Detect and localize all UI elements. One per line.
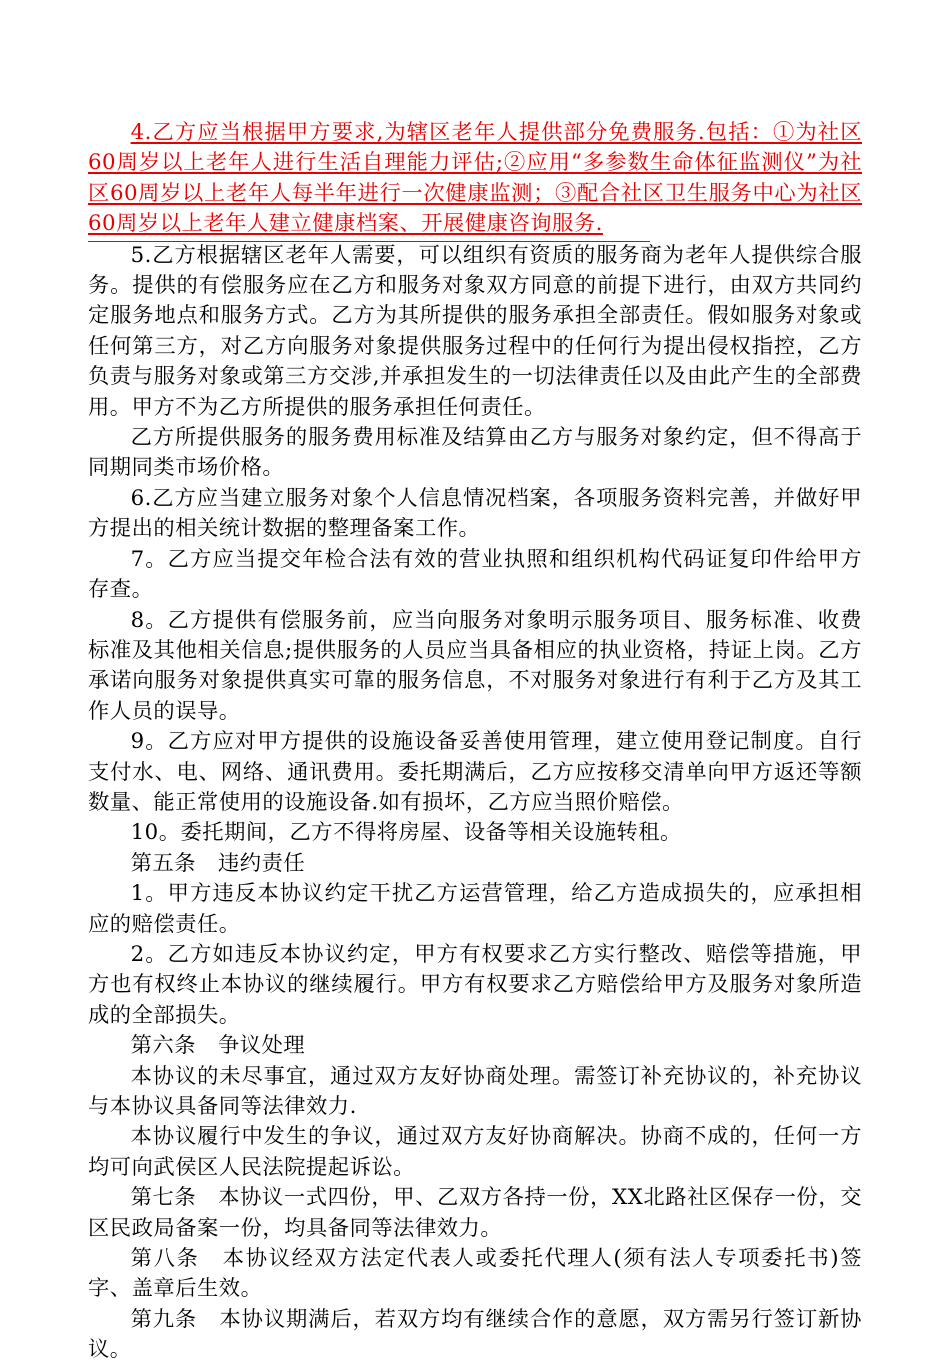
- document-page: [88, 118, 862, 1366]
- clause-10-no-sublease: 10。委托期间，乙方不得将房屋、设备等相关设施转租。: [130, 820, 682, 846]
- article-6-paragraph-2: 本协议履行中发生的争议，通过双方友好协商解决。协商不成的，任何一方均可向武侯区人民法院提起诉讼。: [88, 1124, 862, 1180]
- article-5-label: 第五条: [130, 850, 196, 876]
- article-9: [88, 1305, 862, 1366]
- article-8: [88, 1244, 862, 1305]
- clause-9-facilities: 9。乙方应对甲方提供的设施设备妥善使用管理，建立使用登记制度。自行支付水、电、网络、通讯费用。委托期满后，乙方应按移交清单向甲方返还等额数量、能正常使用的设施设备.如有损坏，乙方应当照价赔偿。: [88, 729, 862, 815]
- article-9-text: 本协议期满后，若双方均有继续合作的意愿，双方需另行签订新协议。: [88, 1306, 862, 1363]
- article-5-item-1: 1。甲方违反本协议约定干扰乙方运营管理，给乙方造成损失的，应承担相应的赔偿责任。: [88, 881, 862, 937]
- clause-5-paid-services: 5.乙方根据辖区老年人需要，可以组织有资质的服务商为老年人提供综合服务。提供的有偿服务应在乙方和服务对象双方同意的前提下进行，由双方共同约定服务地点和服务方式。乙方为其所提供的服务承担全部责任。假如服务对象或任何第三方，对乙方向服务对象提供服务过程中的任何行为提出侵权指控，乙方负责与服务对象或第三方交涉,并承担发生的一切法律责任以及由此产生的全部费用。甲方不为乙方所提供的服务承担任何责任。: [88, 242, 862, 420]
- clause-5-fee-standard: 乙方所提供服务的服务费用标准及结算由乙方与服务对象约定，但不得高于同期同类市场价格。: [88, 425, 862, 481]
- clause-7-licenses: 7。乙方应当提交年检合法有效的营业执照和组织机构代码证复印件给甲方存查。: [88, 546, 862, 603]
- article-8-text: 本协议经双方法定代表人或委托代理人(须有法人专项委托书)签字、盖章后生效。: [88, 1246, 862, 1302]
- article-6-label: 第六条: [130, 1033, 196, 1059]
- clause-6-records: 6.乙方应当建立服务对象个人信息情况档案，各项服务资料完善，并做好甲方提出的相关统计数据的整理备案工作。: [88, 485, 862, 542]
- article-7: [88, 1183, 862, 1244]
- article-8-label: 第八条: [130, 1246, 200, 1272]
- article-5-item-2: 2。乙方如违反本协议约定，甲方有权要求乙方实行整改、赔偿等措施，甲方也有权终止本协议的继续履行。甲方有权要求乙方赔偿给甲方及服务对象所造成的全部损失。: [88, 941, 862, 1028]
- clause-8-disclosure: 8。乙方提供有偿服务前，应当向服务对象明示服务项目、服务标准、收费标准及其他相关信息;提供服务的人员应当具备相应的执业资格，持证上岗。乙方承诺向服务对象提供真实可靠的服务信息，不对服务对象进行有利于乙方及其工作人员的误导。: [88, 607, 862, 724]
- article-5-heading: [88, 849, 862, 879]
- article-7-text: 本协议一式四份，甲、乙双方各持一份，XX北路社区保存一份，交区民政局备案一份，均具备同等法律效力。: [88, 1185, 862, 1241]
- article-7-label: 第七条: [130, 1185, 197, 1211]
- article-6-heading: [88, 1031, 862, 1061]
- article-5-title: 违约责任: [218, 850, 306, 876]
- article-6-title: 争议处理: [218, 1033, 306, 1059]
- clause-4-free-services: 4.乙方应当根据甲方要求,为辖区老年人提供部分免费服务.包括：①为社区60周岁以上老年人进行生活自理能力评估;②应用“多参数生命体征监测仪”为社区60周岁以上老年人每半年进行一次健康监测；③配合社区卫生服务中心为社区60周岁以上老年人建立健康档案、开展健康咨询服务.: [88, 120, 862, 237]
- article-6-paragraph-1: 本协议的未尽事宜，通过双方友好协商处理。需签订补充协议的，补充协议与本协议具备同等法律效力.: [88, 1063, 862, 1119]
- article-9-label: 第九条: [130, 1306, 198, 1332]
